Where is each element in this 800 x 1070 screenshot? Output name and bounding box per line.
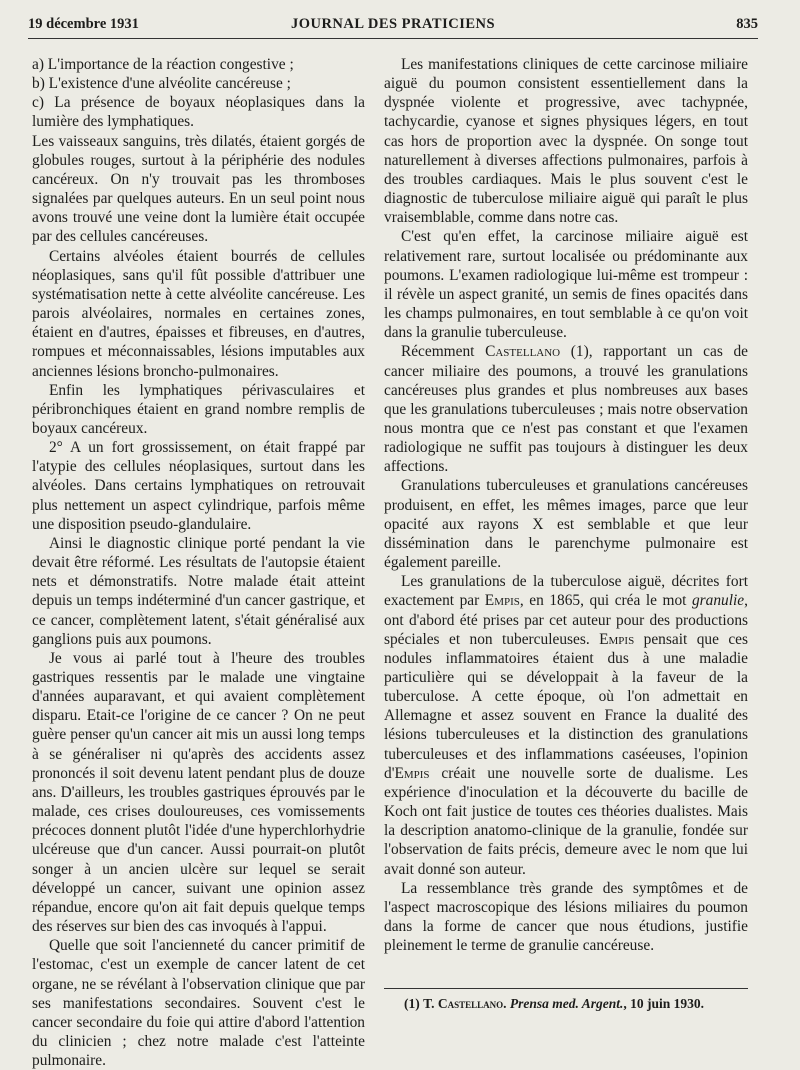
footnote-rule — [384, 988, 748, 989]
list-item-b: b) L'existence d'une alvéolite cancéreuse ; — [32, 75, 291, 93]
paragraph: C'est qu'en effet, la carcinose miliaire aiguë est relativement rare, surtout localisée ou prédominante aux poumons. L'examen radiologique lui-même est trompeur : il révèle un aspect granité, un semis de fines opacités dans les champs pulmonaires, en tout semblable à ce qu'on voit dans la granulie tuberculeuse. — [384, 228, 748, 342]
paragraph: Quelle que soit l'ancienneté du cancer primitif de l'estomac, c'est un exemple de cancer latent de cet organe, ne se révélant à l'observation clinique que par ses manifestations secondaires. Souvent c'est le cancer secondaire du foie qui attire d'abord l'attention du clinicien ; chez notre malade c'est l'atteinte pulmonaire. — [32, 937, 365, 1070]
page-header — [28, 16, 758, 38]
header-rule — [28, 38, 758, 39]
paragraph: Certains alvéoles étaient bourrés de cellules néoplasiques, sans qu'il fût possible d'attribuer une systématisation nette à cette alvéolite cancéreuse. Les parois alvéolaires, normales en certaines zones, étaient en d'autres, épaisses et fibreuses, en d'autres, rompues et méconnaissables, lésions imputables aux anciennes lésions broncho-pulmonaires. — [32, 247, 365, 380]
paragraph: La ressemblance très grande des symptômes et de l'aspect macroscopique des lésions miliaires du poumon dans la forme de cancer que nous étudions, justifie pleinement le terme de granulie cancéreuse. — [384, 879, 748, 955]
header-date: 19 décembre 1931 — [28, 16, 139, 32]
paragraph — [384, 572, 748, 879]
text-run: , ont d'abord été prises par cet auteur pour des productions spéciales et non tuberculeuses. — [384, 592, 748, 648]
text-run: pensait que ces nodules inflammatoires étaient dus à une maladie particulière qui se développait à la faveur de la tuberculose. A cette époque, où l'on admettait en Allemagne et assez souvent en France la dualité des lésions tuberculeuses et la distinction des granulations tuberculeuses et des inflammations caséeuses, l'opinion d' — [384, 630, 749, 782]
footnote-date: , 10 juin 1930. — [623, 996, 705, 1011]
paragraph: Enfin les lymphatiques périvasculaires et péribronchiques étaient en grand nombre remplis de boyaux cancéreux. — [32, 381, 365, 437]
term: granulie — [691, 592, 745, 610]
list-item-c: c) La présence de boyaux néoplasiques dans la lumière des lymphatiques. — [32, 94, 365, 131]
journal-title: JOURNAL DES PRATICIENS — [290, 16, 496, 32]
footnote-journal: Prensa med. Argent. — [509, 996, 624, 1011]
author-name: Empis — [394, 764, 430, 782]
paragraph: Les vaisseaux sanguins, très dilatés, étaient gorgés de globules rouges, surtout à la périphérie des nodules cancéreux. On n'y trouvait pas les thromboses signalées par quelques auteurs. En un seul point nous avons trouvé une veine dont la lumière était occupée par des cellules cancéreuses. — [32, 132, 365, 246]
text-run: , en 1865, qui créa le mot — [519, 592, 692, 610]
paragraph: Ainsi le diagnostic clinique porté pendant la vie devait être réformé. Les résultats de l'autopsie étaient nets et démonstratifs. Notre malade était atteint depuis un temps indéterminé d'un cancer gastrique, et ce cancer, complètement latent, s'était généralisé aux ganglions puis aux poumons. — [32, 534, 365, 648]
paragraph: Je vous ai parlé tout à l'heure des troubles gastriques ressentis par le malade une vingtaine d'années auparavant, et qui avaient complètement disparu. Etait-ce l'origine de ce cancer ? On ne peut guère penser qu'un cancer ait mis un aussi long temps à se généraliser ni qu'après des accidents assez prononcés il soit devenu latent pendant plus de douze ans. D'ailleurs, les troubles gastriques éprouvés par le malade, ces crises douloureuses, ces vomissements précoces donnent plutôt l'idée d'une hyperchlorhydrie ulcéreuse que d'un cancer. Aussi pourrait-on plutôt songer à un ancien ulcère sur lequel se serait développé un cancer, suivant une opinion assez répandue, encore qu'on ait fait depuis quelque temps des réserves sur bien des cas invoqués à l'appui. — [32, 649, 365, 936]
list-item-a: a) L'importance de la réaction congestive ; — [32, 56, 294, 73]
paragraph — [384, 342, 748, 476]
paragraph: 2° A un fort grossissement, on était frappé par l'atypie des cellules néoplasiques, surtout dans les alvéoles. Dans certains lymphatiques on retrouvait plus nettement un aspect cylindrique, parfois même une disposition pseudo-glandulaire. — [32, 439, 365, 533]
author-name: Empis — [484, 592, 520, 610]
right-column — [384, 55, 748, 955]
paragraph: Les manifestations cliniques de cette carcinose miliaire aiguë du poumon consistent essentiellement dans la dyspnée violente et progressive, avec tachypnée, tachycardie, cyanose et signes physiques légers, en tout cas hors de proportion avec la dyspnée. On songe tout naturellement à diverses affections pulmonaires, parfois à des troubles cardiaques. Mais le plus souvent c'est le diagnostic de tuberculose miliaire aiguë qui paraît le plus vraisemblable, comme dans notre cas. — [384, 56, 748, 227]
text-run: (1), rapportant un cas de cancer miliaire des poumons, a trouvé les granulations cancéreuses plus grandes et plus nombreuses aux bases que les granulations tuberculeuses ; mais notre observation nous montra que ce n'est pas constant et que l'examen radiologique ne suffit pas toujours à distinguer les deux affections. — [384, 343, 748, 476]
footnote-marker: (1) — [404, 996, 420, 1011]
text-run: Les granulations de la tuberculose aiguë, décrites fort exactement par — [384, 573, 748, 610]
text-run: Récemment — [400, 343, 486, 361]
author-name: Empis — [599, 630, 635, 648]
text-run: créait une nouvelle sorte de dualisme. Les expérience d'inoculation et la découverte du bacille de Koch ont fait justice de toutes ces théories dualistes. Mais la description anatomo-clinique de la granulie, fondée sur l'observation de faits précis, demeure avec le nom que lui avait donné son auteur. — [384, 764, 748, 878]
page-number: 835 — [736, 16, 758, 32]
left-column — [32, 55, 365, 1070]
author-name: Castellano — [485, 343, 561, 361]
paragraph: Granulations tuberculeuses et granulations cancéreuses produisent, en effet, les mêmes images, parce que leur opacité aux rayons X est semblable et que leur dissémination dans le parenchyme pulmonaire est également pareille. — [384, 477, 748, 572]
footnote — [404, 996, 748, 1012]
footnote-author: T. Castellano. — [423, 996, 507, 1011]
